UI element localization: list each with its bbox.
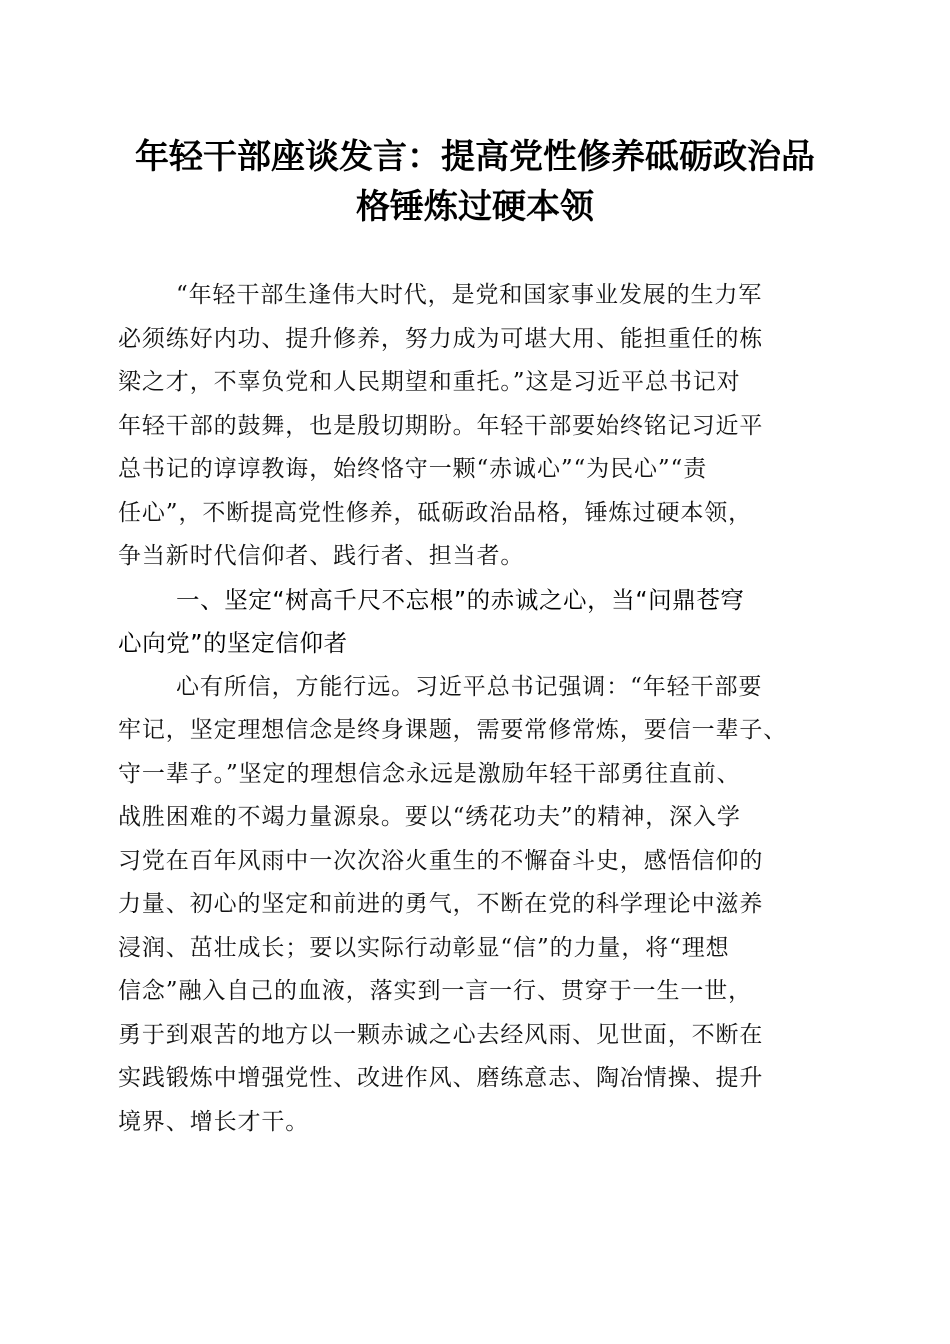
paragraph-line: 浸润、茁壮成长；要以实际行动彰显“信”的力量，将“理想 — [118, 934, 730, 961]
paragraph-line: 守一辈子。”坚定的理想信念永远是激励年轻干部勇往直前、 — [118, 760, 741, 787]
intro-paragraph — [118, 274, 838, 579]
paragraph-line: 境界、增长才干。 — [118, 1108, 310, 1135]
title-line: 年轻干部座谈发言：提高党性修养砥砺政治品 — [135, 137, 815, 177]
paragraph-line: 总书记的谆谆教诲，始终恪守一颗“赤诚心”“为民心”“责 — [118, 456, 708, 482]
paragraph-line: 必须练好内功、提升修养，努力成为可堪大用、能担重任的栋 — [118, 325, 764, 352]
paragraph-line: 梁之才，不辜负党和人民期望和重托。”这是习近平总书记对 — [118, 369, 741, 395]
paragraph-line: “年轻干部生逢伟大时代，是党和国家事业发展的生力军 — [176, 282, 763, 308]
heading-line: 一、坚定“树高千尺不忘根”的赤诚之心，当“问鼎苍穹 — [176, 585, 745, 614]
section-1-paragraph — [118, 666, 838, 1145]
section-heading-1 — [118, 579, 838, 666]
paragraph-line: 年轻干部的鼓舞，也是殷切期盼。年轻干部要始终铭记习近平 — [118, 412, 764, 439]
paragraph-line: 信念”融入自己的血液，落实到一言一行、贯穿于一生一世， — [118, 978, 753, 1004]
paragraph-line: 战胜困难的不竭力量源泉。要以“绣花功夫”的精神，深入学 — [118, 804, 741, 830]
paragraph-line: 勇于到艰苦的地方以一颗赤诚之心去经风雨、见世面，不断在 — [118, 1021, 764, 1048]
paragraph-line: 牢记，坚定理想信念是终身课题，需要常修常炼，要信一辈子、 — [118, 717, 788, 743]
paragraph-line: 争当新时代信仰者、践行者、担当者。 — [118, 543, 525, 569]
paragraph-line: 力量、初心的坚定和前进的勇气，不断在党的科学理论中滋养 — [118, 891, 764, 917]
paragraph-line: 实践锻炼中增强党性、改进作风、磨练意志、陶冶情操、提升 — [118, 1065, 764, 1091]
document-title — [100, 132, 850, 232]
paragraph-line: 习党在百年风雨中一次次浴火重生的不懈奋斗史，感悟信仰的 — [118, 847, 764, 874]
paragraph-line: 任心”，不断提高党性修养，砥砺政治品格，锤炼过硬本领， — [118, 499, 753, 526]
title-line: 格锤炼过硬本领 — [356, 187, 594, 227]
paragraph-line: 心有所信，方能行远。习近平总书记强调：“年轻干部要 — [176, 673, 763, 700]
document-body — [118, 274, 838, 1144]
heading-line: 心向党”的坚定信仰者 — [118, 629, 348, 657]
